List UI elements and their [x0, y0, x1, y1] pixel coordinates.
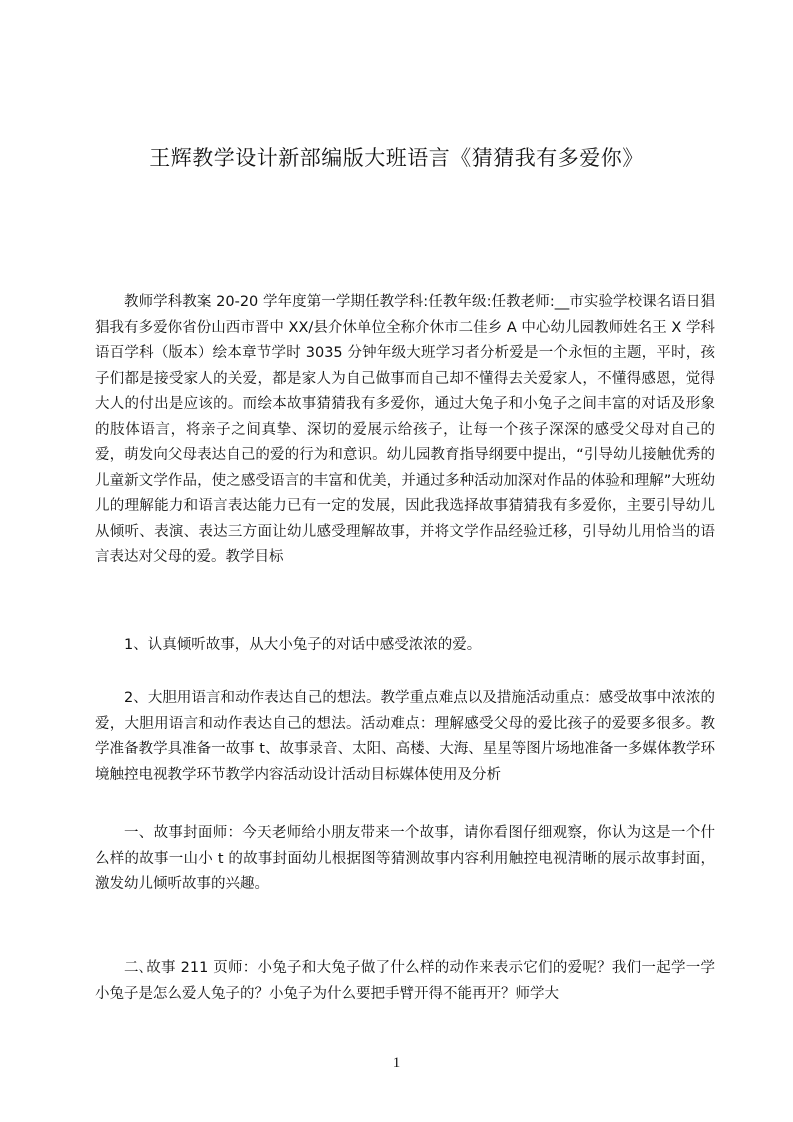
paragraph-goal-2: 2、大胆用语言和动作表达自己的想法。教学重点难点以及措施活动重点：感受故事中浓浓的爱，大胆用语言和动作表达自己的想法。活动难点：理解感受父母的爱比孩子的爱要多很多。教学准备教学具准备一故事 t、故事录音、太阳、高楼、大海、星星等图片场地准备一多媒体教学环境触控电视教学环节教学内容活动设计活动目标媒体使用及分析 — [95, 690, 715, 783]
paragraph-goal-1: 1、认真倾听故事，从大小兔子的对话中感受浓浓的爱。 — [124, 637, 482, 653]
page-number: 1 — [392, 1055, 401, 1071]
document-title: 王辉教学设计新部编版大班语言《猜猜我有多爱你》 — [149, 146, 644, 170]
paragraph-section-1: 一、故事封面师：今天老师给小朋友带来一个故事，请你看图仔细观察，你认为这是一个什么样的故事一山小 t 的故事封面幼儿根据图等猜测故事内容利用触控电视清晰的展示故事封面，激发幼儿倾听故事的兴趣。 — [95, 825, 715, 892]
paragraph-section-2: 二､故事 211 页师：小兔子和大兔子做了什么样的动作来表示它们的爱呢？我们一起学一学小兔子是怎么爱人兔子的？小兔子为什么要把手臂开得不能再开？师学大 — [95, 960, 715, 1002]
paragraph-intro: 教师学科教案 20-20 学年度第一学期任教学科:任教年级:任教老师:__市实验学校课名语日猖猖我有多爱你省份山西市晋中 XX/县介休单位全称介休市二佳乡 A 中心幼儿园教师姓名王 X 学科语百学科（版本）绘本章节学时 3035 分钟年级大班学习者分析爱是一个永恒的主题，平时，孩子们都是接受家人的关爱，都是家人为自己做事而自己却不懂得去关爱家人，不懂得感恩，觉得大人的付出是应该的。而绘本故事猜猜我有多爱你，通过大兔子和小兔子之间丰富的对话及形象的肢体语言，将亲子之间真挚、深切的爱展示给孩子，让每一个孩子深深的感受父母对自己的爱，萌发向父母表达自己的爱的行为和意识。幼儿园教育指导纲要中提出，“引导幼儿接触优秀的儿童新文学作品，使之感受语言的丰富和优美，并通过多种活动加深对作品的体验和理解”大班幼儿的理解能力和语言表达能力已有一定的发展，因此我选择故事猜猜我有多爱你，主要引导幼儿从倾听、表演、表达三方面让幼儿感受理解故事，并将文学作品经验迁移，引导幼儿用恰当的语言表达对父母的爱。教学目标 — [95, 294, 715, 565]
